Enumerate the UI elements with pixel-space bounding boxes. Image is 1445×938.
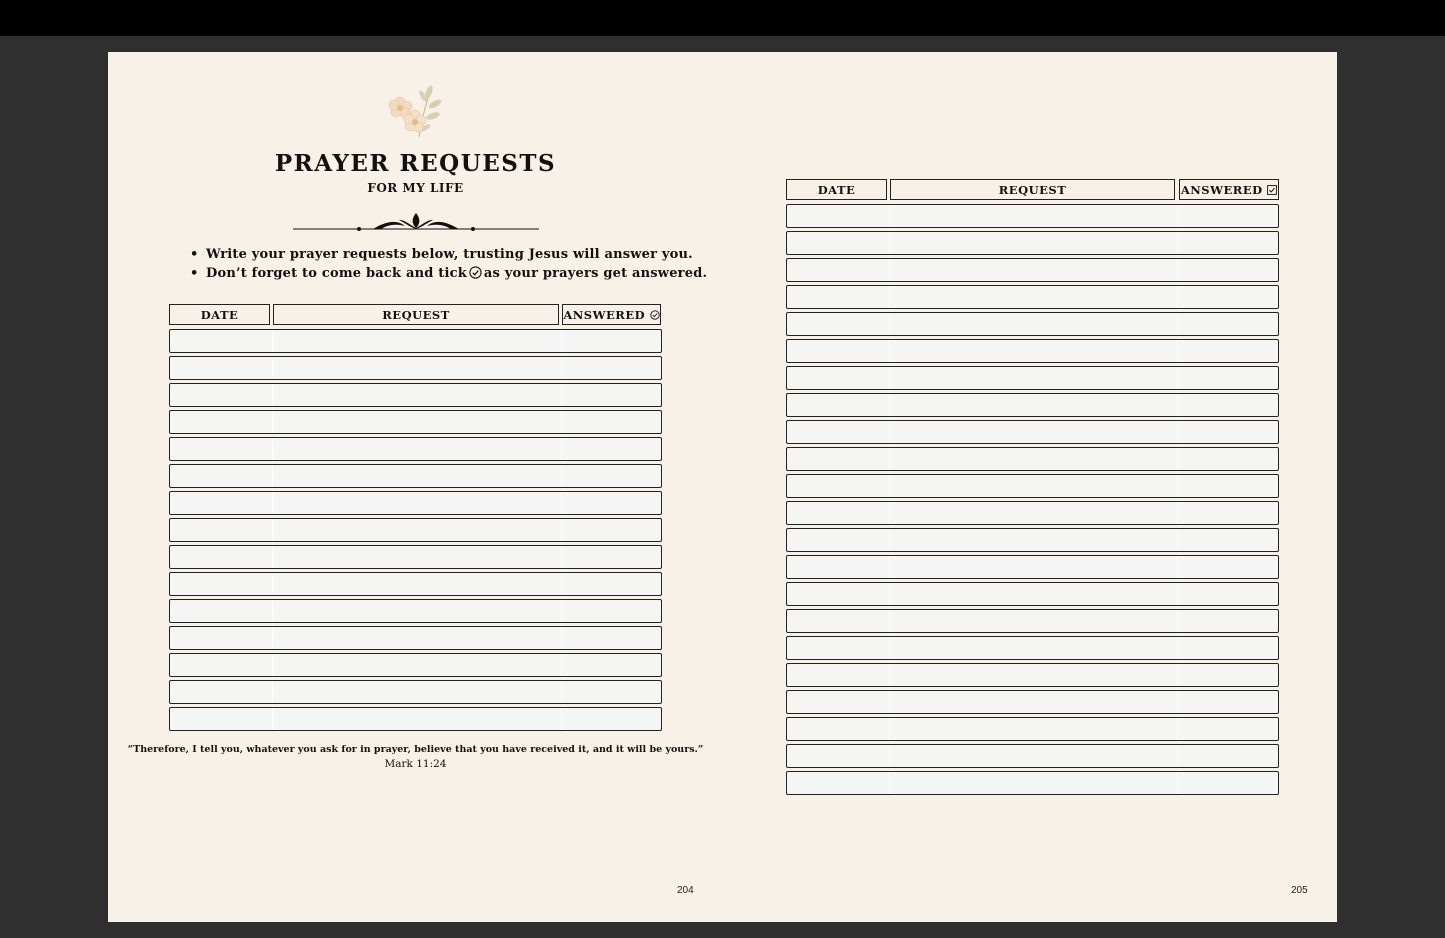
- column-divider: [272, 438, 273, 460]
- column-divider: [561, 573, 562, 595]
- scripture-reference: Mark 11:24: [384, 758, 447, 770]
- column-divider: [561, 330, 562, 352]
- table-row[interactable]: [786, 366, 1279, 390]
- instruction-list: [190, 245, 708, 283]
- column-divider: [561, 357, 562, 379]
- column-divider: [1177, 313, 1178, 335]
- table-row[interactable]: [786, 609, 1279, 633]
- column-divider: [1177, 664, 1178, 686]
- column-divider: [561, 519, 562, 541]
- column-divider: [1177, 610, 1178, 632]
- table-row[interactable]: [169, 383, 662, 407]
- column-divider: [272, 519, 273, 541]
- scripture-quote: “Therefore, I tell you, whatever you ask for in prayer, believe that you have received it, and it will be yours.”: [127, 744, 704, 755]
- instruction-text: Write your prayer requests below, trusting Jesus will answer you.: [206, 247, 693, 262]
- table-row[interactable]: [169, 491, 662, 515]
- page-number-left: 204: [677, 885, 694, 896]
- column-divider: [889, 232, 890, 254]
- column-divider: [272, 546, 273, 568]
- column-divider: [889, 610, 890, 632]
- column-divider: [561, 600, 562, 622]
- table-row[interactable]: [169, 437, 662, 461]
- table-row[interactable]: [786, 231, 1279, 255]
- column-divider: [1177, 529, 1178, 551]
- column-divider: [889, 259, 890, 281]
- column-divider: [1177, 772, 1178, 794]
- header-label: ANSWERED: [1180, 182, 1263, 197]
- table-row[interactable]: [169, 356, 662, 380]
- table-row[interactable]: [786, 501, 1279, 525]
- column-divider: [889, 205, 890, 227]
- column-divider: [561, 627, 562, 649]
- table-row[interactable]: [786, 528, 1279, 552]
- column-divider: [1177, 745, 1178, 767]
- column-divider: [1177, 259, 1178, 281]
- column-divider: [561, 708, 562, 730]
- column-divider: [889, 340, 890, 362]
- column-divider: [272, 654, 273, 676]
- column-divider: [561, 546, 562, 568]
- table-row[interactable]: [169, 545, 662, 569]
- column-divider: [272, 357, 273, 379]
- table-row[interactable]: [786, 447, 1279, 471]
- column-divider: [272, 411, 273, 433]
- header-label: DATE: [200, 307, 239, 322]
- page-title: PRAYER REQUESTS: [274, 150, 557, 177]
- top-bar: [0, 0, 1445, 36]
- column-divider: [272, 465, 273, 487]
- column-divider: [272, 708, 273, 730]
- column-divider: [1177, 637, 1178, 659]
- column-divider: [1177, 340, 1178, 362]
- column-divider: [272, 600, 273, 622]
- column-divider: [889, 556, 890, 578]
- column-divider: [272, 573, 273, 595]
- column-divider: [889, 421, 890, 443]
- column-divider: [889, 286, 890, 308]
- column-divider: [561, 465, 562, 487]
- header-label: ANSWERED: [563, 307, 646, 322]
- column-divider: [561, 384, 562, 406]
- column-divider: [1177, 448, 1178, 470]
- header-answered: [562, 304, 661, 325]
- column-divider: [272, 384, 273, 406]
- instruction-text: as your prayers get answered.: [483, 266, 708, 281]
- header-answered: [1179, 179, 1279, 200]
- column-divider: [1177, 421, 1178, 443]
- table-row[interactable]: [786, 285, 1279, 309]
- check-box-icon: [1267, 185, 1277, 195]
- column-divider: [889, 691, 890, 713]
- instruction-item: [190, 264, 708, 283]
- column-divider: [1177, 718, 1178, 740]
- table-row[interactable]: [169, 518, 662, 542]
- table-row[interactable]: [786, 312, 1279, 336]
- table-row[interactable]: [169, 653, 662, 677]
- instruction-text: Don’t forget to come back and tick: [206, 266, 467, 281]
- column-divider: [889, 502, 890, 524]
- page-number-right: 205: [1291, 885, 1308, 896]
- column-divider: [1177, 691, 1178, 713]
- column-divider: [272, 627, 273, 649]
- column-divider: [889, 637, 890, 659]
- check-circle-icon: [650, 310, 660, 320]
- table-row[interactable]: [786, 744, 1279, 768]
- header-date: [169, 304, 270, 325]
- column-divider: [1177, 367, 1178, 389]
- page-subtitle: FOR MY LIFE: [367, 181, 464, 195]
- table-row[interactable]: [169, 410, 662, 434]
- table-row[interactable]: [786, 636, 1279, 660]
- table-row[interactable]: [786, 474, 1279, 498]
- column-divider: [889, 718, 890, 740]
- header-request: [273, 304, 559, 325]
- table-row[interactable]: [786, 771, 1279, 795]
- check-circle-icon: [469, 266, 482, 279]
- column-divider: [889, 745, 890, 767]
- column-divider: [889, 664, 890, 686]
- table-row[interactable]: [169, 464, 662, 488]
- header-label: DATE: [817, 182, 856, 197]
- table-row[interactable]: [169, 599, 662, 623]
- table-row[interactable]: [786, 582, 1279, 606]
- column-divider: [1177, 556, 1178, 578]
- column-divider: [1177, 232, 1178, 254]
- column-divider: [889, 367, 890, 389]
- column-divider: [1177, 583, 1178, 605]
- column-divider: [272, 681, 273, 703]
- table-row[interactable]: [786, 258, 1279, 282]
- column-divider: [272, 492, 273, 514]
- column-divider: [561, 654, 562, 676]
- column-divider: [1177, 475, 1178, 497]
- column-divider: [889, 313, 890, 335]
- column-divider: [561, 411, 562, 433]
- header-date: [786, 179, 887, 200]
- header-request: [890, 179, 1175, 200]
- column-divider: [561, 681, 562, 703]
- column-divider: [1177, 394, 1178, 416]
- column-divider: [889, 529, 890, 551]
- column-divider: [889, 583, 890, 605]
- table-row[interactable]: [169, 626, 662, 650]
- table-row[interactable]: [169, 707, 662, 731]
- column-divider: [889, 448, 890, 470]
- table-row[interactable]: [786, 690, 1279, 714]
- column-divider: [1177, 205, 1178, 227]
- table-row[interactable]: [786, 663, 1279, 687]
- column-divider: [1177, 286, 1178, 308]
- flower-icon: [385, 82, 445, 142]
- table-row[interactable]: [169, 680, 662, 704]
- table-row[interactable]: [786, 339, 1279, 363]
- table-row[interactable]: [786, 420, 1279, 444]
- table-row[interactable]: [786, 204, 1279, 228]
- table-row[interactable]: [786, 393, 1279, 417]
- ornament-divider-icon: [293, 210, 539, 234]
- column-divider: [1177, 502, 1178, 524]
- table-row[interactable]: [786, 555, 1279, 579]
- column-divider: [561, 492, 562, 514]
- column-divider: [889, 772, 890, 794]
- table-row[interactable]: [786, 717, 1279, 741]
- instruction-item: [190, 245, 693, 264]
- table-row[interactable]: [169, 572, 662, 596]
- header-label: REQUEST: [998, 182, 1067, 197]
- column-divider: [272, 330, 273, 352]
- header-label: REQUEST: [382, 307, 450, 322]
- column-divider: [561, 438, 562, 460]
- column-divider: [889, 394, 890, 416]
- table-row[interactable]: [169, 329, 662, 353]
- column-divider: [889, 475, 890, 497]
- book-spread: [108, 52, 1337, 922]
